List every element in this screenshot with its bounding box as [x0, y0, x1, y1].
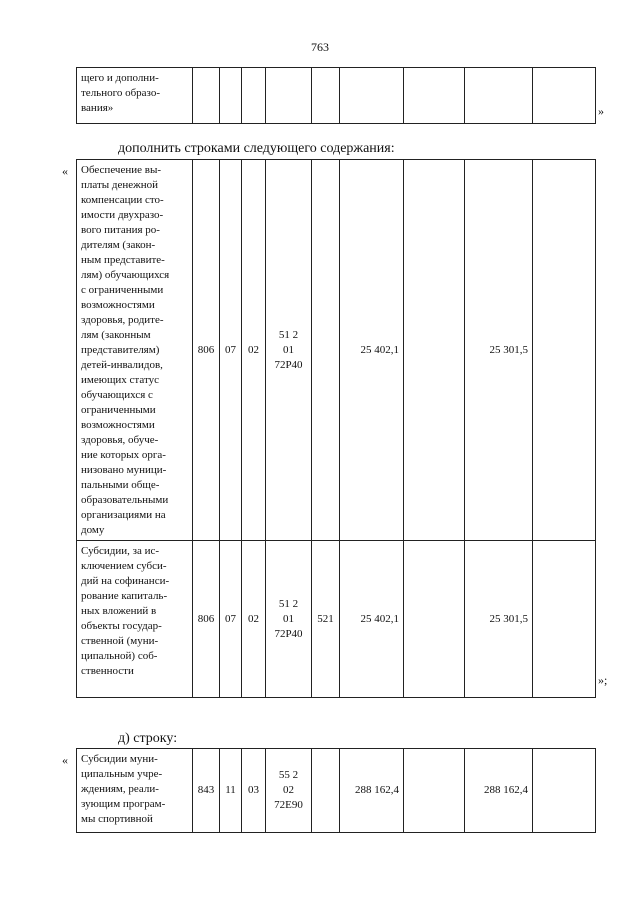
description-line: компенсации сто- — [81, 194, 164, 206]
description-line: ным представите- — [81, 254, 165, 266]
description-line: Обеспечение вы- — [81, 164, 161, 176]
description-line: ципальной) соб- — [81, 650, 158, 662]
csr-line: 72Р40 — [274, 627, 303, 640]
description-line: ципальным учре- — [81, 768, 163, 780]
description-line: лям) обучающихся — [81, 269, 170, 281]
description-line: щего и дополни- — [81, 72, 159, 84]
sum-cell: 25 402,1 — [340, 160, 404, 541]
csr-line: 72Е90 — [274, 799, 303, 811]
description-line: ственной (муни- — [81, 635, 159, 647]
sum-cell — [533, 541, 596, 698]
sum-cell — [465, 68, 533, 124]
description-line: возможностями — [81, 419, 155, 431]
sum-cell — [340, 68, 404, 124]
opening-quote-2: « — [62, 164, 68, 178]
sum-cell — [533, 160, 596, 541]
description-line: ограниченными — [81, 404, 156, 416]
description-line: представителям) — [81, 344, 160, 356]
description-line: лям (законным — [81, 329, 151, 341]
sum-cell: 288 162,4 — [340, 749, 404, 833]
description-line: имости двухразо- — [81, 209, 164, 221]
description-line: рование капиталь- — [81, 590, 168, 602]
description-line: Субсидии, за ис- — [81, 545, 160, 557]
table-row — [77, 749, 596, 833]
table-row — [77, 68, 596, 124]
description-line: здоровья, обуче- — [81, 434, 159, 446]
description-line: низовано муници- — [81, 464, 167, 476]
description-line: тельного образо- — [81, 87, 160, 99]
description-line: вого питания ро- — [81, 224, 160, 236]
description-line: здоровья, родите- — [81, 314, 164, 326]
description-line: имеющих статус — [81, 374, 160, 386]
csr-line: 51 2 — [278, 328, 299, 341]
section-heading-replace-row: д) строку: — [118, 731, 178, 746]
csr-line: 01 — [283, 612, 294, 625]
csr-cell — [266, 749, 312, 833]
description-line: ственности — [81, 665, 134, 677]
csr-line: 72Р40 — [274, 358, 303, 371]
sum-cell — [404, 160, 465, 541]
section-heading-add-rows: дополнить строками следующего содержания: — [118, 141, 395, 156]
page-number: 763 — [311, 40, 329, 54]
description-line: мы спортивной — [81, 813, 153, 825]
description-line: дителям (закон- — [81, 239, 156, 251]
description-line: вания» — [81, 102, 114, 114]
closing-quote-2: »; — [598, 673, 608, 687]
vr-cell: 521 — [312, 541, 340, 698]
budget-table-previous-row — [76, 67, 596, 124]
rz-cell: 11 — [220, 749, 242, 833]
sum-cell — [404, 541, 465, 698]
sum-cell: 25 402,1 — [340, 541, 404, 698]
rz-cell: 07 — [220, 541, 242, 698]
row-description — [77, 541, 193, 698]
sum-cell: 25 301,5 — [465, 160, 533, 541]
description-line: детей-инвалидов, — [81, 359, 163, 371]
vr-cell — [312, 160, 340, 541]
closing-quote-1: » — [598, 104, 604, 118]
description-line: обучающихся с — [81, 389, 153, 401]
sum-cell — [404, 68, 465, 124]
description-line: дому — [81, 524, 105, 536]
vr-cell — [312, 749, 340, 833]
sum-cell: 288 162,4 — [465, 749, 533, 833]
opening-quote-3: « — [62, 753, 68, 767]
vr-cell — [312, 68, 340, 124]
row-description — [77, 749, 193, 833]
grbs-cell: 806 — [193, 541, 220, 698]
description-line: пальными обще- — [81, 479, 160, 491]
table-row — [77, 160, 596, 541]
grbs-cell: 806 — [193, 160, 220, 541]
description-line: ключением субси- — [81, 560, 167, 572]
row-description — [77, 68, 193, 124]
description-line: Субсидии муни- — [81, 753, 158, 765]
pr-cell — [242, 68, 266, 124]
description-line: ждениям, реали- — [81, 783, 159, 795]
table-row — [77, 541, 596, 698]
csr-line: 02 — [283, 784, 294, 796]
pr-cell: 02 — [242, 160, 266, 541]
grbs-cell: 843 — [193, 749, 220, 833]
csr-cell — [266, 68, 312, 124]
description-line: платы денежной — [81, 179, 159, 191]
sum-cell — [533, 749, 596, 833]
csr-line: 51 2 — [278, 597, 299, 610]
csr-line: 01 — [283, 343, 294, 356]
budget-table-replaced-row — [76, 748, 596, 833]
sum-cell — [533, 68, 596, 124]
csr-cell — [266, 541, 312, 698]
description-line: зующим програм- — [81, 798, 166, 810]
description-line: дий на софинанси- — [81, 575, 170, 587]
sum-cell — [404, 749, 465, 833]
sum-cell: 25 301,5 — [465, 541, 533, 698]
grbs-cell — [193, 68, 220, 124]
rz-cell — [220, 68, 242, 124]
pr-cell: 03 — [242, 749, 266, 833]
budget-table-new-rows — [76, 159, 596, 698]
description-line: объекты государ- — [81, 620, 162, 632]
csr-cell — [266, 160, 312, 541]
description-line: ние которых орга- — [81, 449, 166, 461]
description-line: возможностями — [81, 299, 155, 311]
csr-line: 55 2 — [278, 769, 299, 781]
description-line: организациями на — [81, 509, 166, 521]
description-line: ных вложений в — [81, 605, 157, 617]
rz-cell: 07 — [220, 160, 242, 541]
description-line: образовательными — [81, 494, 169, 506]
description-line: с ограниченными — [81, 284, 164, 296]
row-description — [77, 160, 193, 541]
pr-cell: 02 — [242, 541, 266, 698]
